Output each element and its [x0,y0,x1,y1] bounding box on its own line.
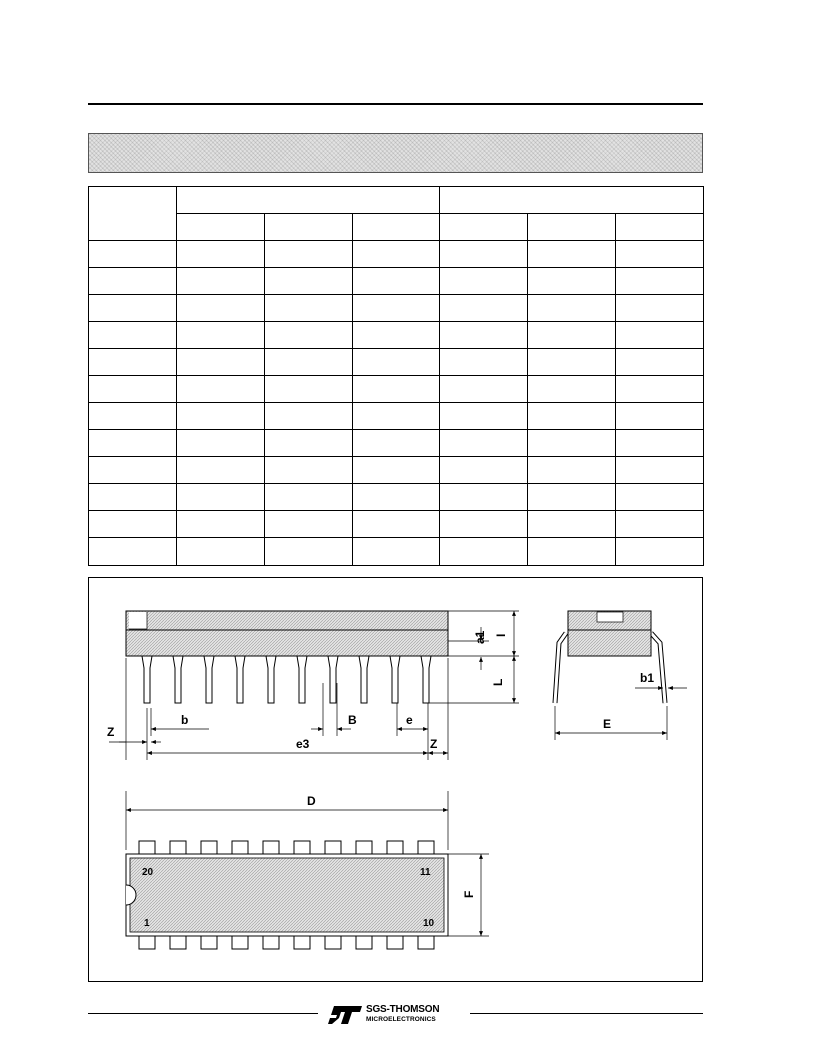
mm-typ-cell [265,214,353,241]
top-pin-tab [232,841,248,854]
footer-rule-left [88,1013,318,1014]
bottom-pin-tab [201,936,217,949]
header-rule [88,103,703,105]
pin-label-10: 10 [423,918,435,929]
table-row [89,430,704,457]
table-row [89,403,704,430]
lead-pin [297,656,307,703]
brand-logo [328,1004,468,1026]
label-D: D [307,794,316,808]
label-Z-left: Z [107,725,115,739]
footer-rule-right [470,1013,703,1014]
title-band [88,133,703,173]
top-pin-tab [170,841,186,854]
lead-pin [235,656,245,703]
bottom-pin-tab [325,936,341,949]
pin-label-1: 1 [144,918,150,929]
end-view [555,611,687,740]
top-pin-tab [263,841,279,854]
table-row [89,295,704,322]
table-row [89,349,704,376]
mm-header-cell [177,187,440,214]
top-pin-tab [325,841,341,854]
lead-pin [359,656,369,703]
mm-max-cell [353,214,440,241]
table-header-row [89,187,704,214]
inch-min-cell [440,214,528,241]
label-b1: b1 [640,671,655,685]
table-row [89,241,704,268]
bottom-pin-tab [139,936,155,949]
mm-min-cell [177,214,265,241]
lead-pin [390,656,400,703]
label-L: L [491,678,505,686]
dim-header-cell [89,187,177,241]
lead-pin [328,656,338,703]
top-pin-tab [387,841,403,854]
label-I: I [494,633,508,637]
bottom-pin-tab [387,936,403,949]
pin-label-20: 20 [142,867,154,878]
table-row [89,322,704,349]
side-view [107,611,519,760]
brand-subtitle: MICROELECTRONICS [366,1016,436,1023]
top-pin-tab [356,841,372,854]
lead-pin [204,656,214,703]
bottom-pin-tab [294,936,310,949]
bottom-pin-tab [356,936,372,949]
table-row [89,511,704,538]
brand-name: SGS-THOMSON [366,1004,440,1015]
top-pin-tab [139,841,155,854]
inch-header-cell [440,187,704,214]
table-row [89,457,704,484]
pin-label-11: 11 [420,867,431,878]
package-drawing [89,578,702,981]
label-e: e [406,713,413,727]
label-b: b [181,713,189,727]
top-pin-tab [294,841,310,854]
inch-typ-cell [528,214,616,241]
lead-pin [173,656,183,703]
lead-pin [421,656,431,703]
bottom-pin-tab [232,936,248,949]
bottom-pin-tab [418,936,434,949]
label-E: E [603,717,612,731]
label-F: F [462,890,476,898]
top-pin-tab [418,841,434,854]
label-B: B [348,713,357,727]
lead-pin [266,656,276,703]
st-logo-icon [328,1004,364,1026]
lead-pin [142,656,152,703]
bottom-pin-tab [170,936,186,949]
inch-max-cell [616,214,704,241]
side-body [126,611,448,656]
table-subheader-row [89,214,704,241]
dimensions-table [88,186,704,566]
top-view [126,791,489,949]
table-row [89,268,704,295]
top-pin-tab [201,841,217,854]
package-drawing-box [88,577,703,982]
label-a1: a1 [473,630,487,644]
bottom-pin-tab [263,936,279,949]
label-e3: e3 [296,737,310,751]
table-row [89,484,704,511]
table-row [89,538,704,566]
table-row [89,376,704,403]
label-Z-right: Z [430,737,438,751]
